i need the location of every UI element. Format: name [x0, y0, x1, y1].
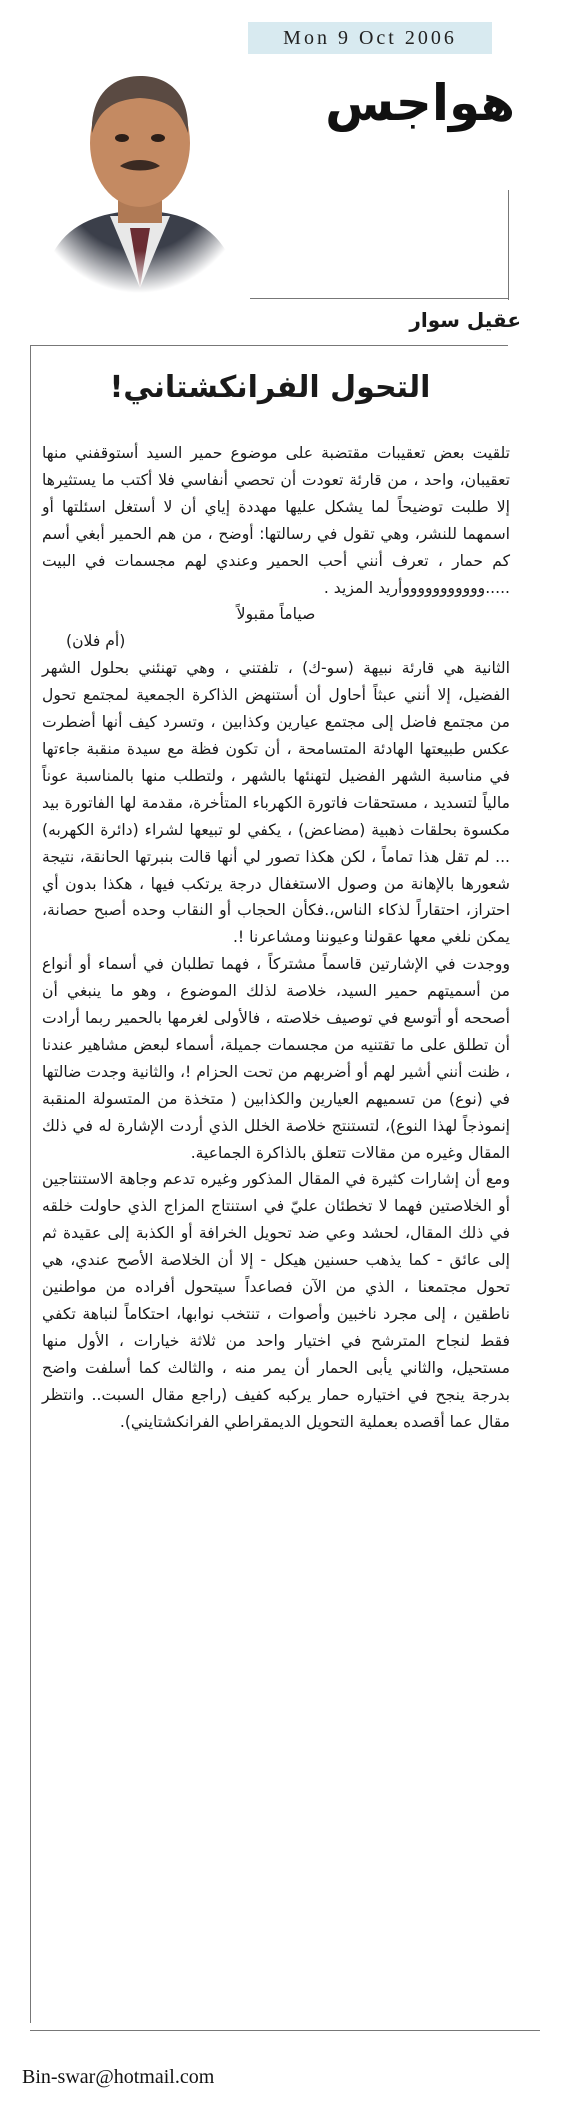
author-name: عقيل سوار [409, 308, 521, 332]
column-title: هواجس [325, 74, 515, 132]
paragraph: ووجدت في الإشارتين قاسماً مشتركاً ، فهما تطلبان في أسماء أو أنواع من أسميتهم حمير السيد، خلاصة لذلك الموضوع ، وهو ما ينبغي أن أصححه أو أتوسع في توصيف خلاصته ، فالأولى لغرمها بالحمير ربما أرادت أن تطلق على ما تقتنيه من مجسمات جميلة، أسماء لبعض مشاهير عندنا ، ظنت أنني أشير لهم أو أضربهم من تحت الحزام !، والثانية وجدت ضالتها في (نوع) من تسميهم العيارين والكذابين ( متخذة من المتسولة المنقبة إنموذجاً لهذا النوع)، لتستنتج خلاصة الخلل الذي أردت الإشارة له في ذلك المقال وغيره من مقالات تتعلق بالذاكرة الجماعية. [42, 955, 510, 1162]
frame-divider [508, 190, 509, 300]
signature: (أم فلان) [66, 632, 126, 651]
paragraph: ومع أن إشارات كثيرة في المقال المذكور وغيره تدعم وجاهة الاستنتاجين أو الخلاصتين فهما لا تخطئان عليّ في استنتاج المزاج الذي حاولت خلقه في ذلك المقال، لحشد وعي ضد تحويل الخرافة أو الكذبة إلى عقيدة ثم إلى عائق - كما يذهب حسنين هيكل - إلا أن الخلاصة الأصح عندي، هي تحول مجتمعنا ، الذي من الآن فصاعداً سيتحول أفراده من مواطنين ناطقين ، إلى مجرد ناخبين وأصوات ، تنتخب نوابها، احتكاماً لنباهة تكفي فقط لنجاح المترشح في اختيار واحد من ثلاثة خيارات ، الأول منها مستحيل، والثاني يأبى الحمار أن يمر منه ، والثالث كما أسلفت واضح بدرجة ينجح في اختياره حمار يركبه كفيف (راجع مقال السبت.. وانتظر مقال عما أقصده بعملية التحويل الديمقراطي الفرانكشتايني). [42, 1170, 510, 1431]
signoff: صياماً مقبولاً [236, 605, 316, 624]
article-box-left-rule [30, 345, 31, 2023]
article-title: التحول الفرانكشتاني! [109, 370, 431, 405]
frame-divider [250, 298, 509, 299]
author-portrait [30, 38, 248, 293]
article-box-top-rule [30, 345, 508, 346]
article-body [42, 440, 510, 1436]
date-label: Mon 9 Oct 2006 [248, 22, 492, 54]
author-email: Bin-swar@hotmail.com [22, 2066, 215, 2088]
paragraph: الثانية هي قارئة نبيهة (سو-ك) ، تلفتني ، وهي تهنئني بحلول الشهر الفضيل، إلا أنني عبثاً أحاول أن أستنهض الذاكرة الجمعية لمجتمع تحول من مجتمع فاضل إلى مجتمع عيارين وكذابين ، وتسرد كيف أنها أضطرت عكس طبيعتها الهادئة المتسامحة ، أن تكون فظة مع سيدة منقبة جاءتها في مناسبة الشهر الفضيل لتهنئها بالشهر ، ولتطلب منها بالمناسبة عوناً مالياً لتسديد ، مستحقات فاتورة الكهرباء المتأخرة، مقدمة لها الفاتورة بيد مكسوة بحلقات ذهبية (مضاعض) ، يكفي لو تبيعها لشراء (دائرة الكهربه) ... لم تقل هذا تماماً ، لكن هكذا تصور لي أنها قالت بنبرتها الحانقة، نتيجة شعورها بالإهانة من وصول الاستغفال درجة يرتكب فيها ، هكذا بدون أي احتراز، احتقاراً لذكاء الناس،.فكأن الحجاب أو النقاب وحده أصبح حصانة، يمكن نلغي معها عقولنا وعيوننا ومشاعرنا !. [42, 659, 510, 947]
paragraph: تلقيت بعض تعقيبات مقتضبة على موضوع حمير السيد أستوقفني منها تعقيبان، واحد ، من قارئة تعودت أن تحصي أنفاسي فلا أكتب ما يستثيرها إلا طلبت توضيحاً لما يشكل عليها مهددة إياي أن لا أستغل اسئلتها أو اسمهما للنشر، وهي تقول في رسالتها: أوضح ، من هم الحمير أبغي أسم كم حمار ، تعرف أنني أحب الحمير وعندي لهم مجسمات في البيت .....وووووووووووأريد المزيد . [42, 444, 510, 597]
footer-rule [30, 2030, 540, 2031]
